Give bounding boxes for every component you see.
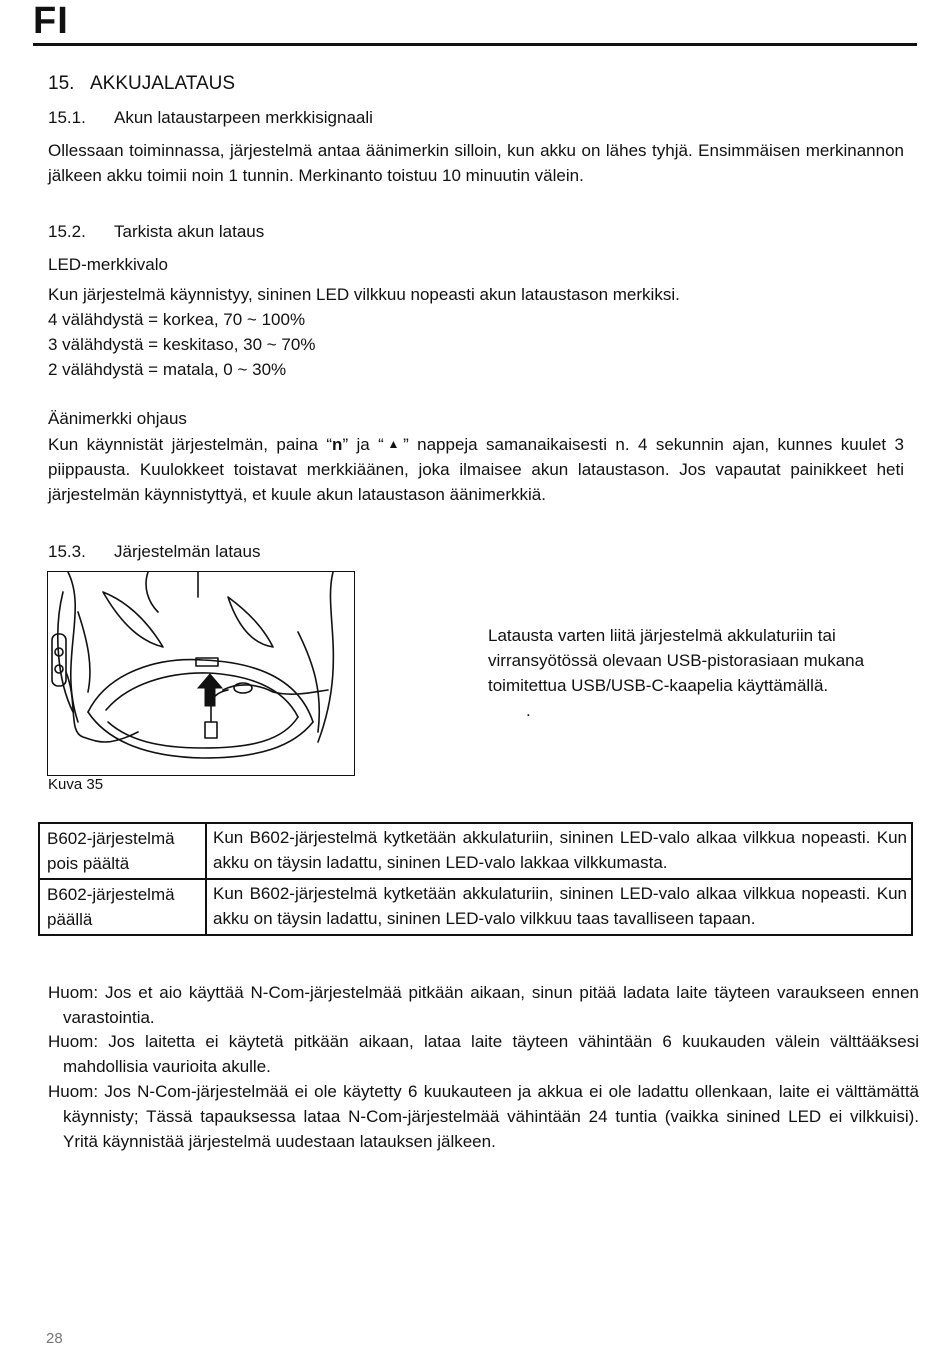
note-text: Jos N-Com-järjestelmää ei ole käytetty 6 kuukauteen ja akkua ei ole ladattu ollenkaan, laite ei välttämättä käynnisty; Tässä tapauksessa lataa N-Com-järjestelmää vähintään 24 tuntia (vaikka sinined LED ei vilkkuisi). Yritä käynnistää järjestelmä uudestaan latauksen jälkeen. bbox=[63, 1082, 919, 1151]
led-heading: LED-merkkivalo bbox=[48, 255, 168, 274]
note-text: Jos et aio käyttää N-Com-järjestelmää pitkään aikaan, sinun pitää ladata laite täyteen varaukseen ennen varastointia. bbox=[63, 983, 919, 1027]
language-code: FI bbox=[33, 0, 69, 42]
level-medium: 3 välähdystä = keskitaso, 30 ~ 70% bbox=[48, 335, 316, 354]
stray-dot: . bbox=[526, 701, 531, 720]
beep-text-c: ” nappeja samanaikaisesti n. 4 sekunnin ajan, kunnes kuulet 3 piippausta. Kuulokkeet toistavat merkkiäänen, joka ilmaisee akun lataustason. Jos vapautat painikkeet heti järjestelmän käynnistyttyä, et kuule akun lataustason äänimerkkiä. bbox=[48, 435, 904, 504]
subsection-heading-15-1 bbox=[48, 108, 373, 128]
helmet-charging-figure bbox=[47, 571, 355, 776]
note-text: Jos laitetta ei käytetä pitkään aikaan, lataa laite täyteen vähintään 6 kuukauden välein välttääksesi mahdollisia vaurioita akulle. bbox=[63, 1032, 919, 1076]
table-row bbox=[39, 823, 912, 879]
note-label: Huom: bbox=[48, 1032, 99, 1051]
charging-text: Latausta varten liitä järjestelmä akkulaturiin tai virransyötössä olevaan USB-pistorasiaan mukana toimitettua USB/USB-C-kaapelia käyttämällä. bbox=[488, 626, 865, 695]
charging-instructions bbox=[488, 623, 918, 723]
beep-paragraph bbox=[48, 432, 904, 507]
note-3 bbox=[48, 1079, 919, 1154]
note-label: Huom: bbox=[48, 983, 99, 1002]
note-1 bbox=[48, 980, 919, 1030]
subsection-number: 15.3. bbox=[48, 542, 86, 561]
subsection-title: Järjestelmän lataus bbox=[114, 542, 261, 561]
led-intro: Kun järjestelmä käynnistyy, sininen LED vilkkuu nopeasti akun lataustason merkiksi. bbox=[48, 285, 680, 304]
table-row-text: Kun B602-järjestelmä kytketään akkulaturiin, sininen LED-valo alkaa vilkkua nopeasti. Kun akku on täysin ladattu, sininen LED-valo lakkaa vilkkumasta. bbox=[206, 823, 912, 879]
battery-signal-paragraph: Ollessaan toiminnassa, järjestelmä antaa äänimerkin silloin, kun akku on lähes tyhjä. Ensimmäisen merkinannon jälkeen akku toimii noin 1 tunnin. Merkinanto toistuu 10 minuutin välein. bbox=[48, 141, 904, 185]
table-row bbox=[39, 879, 912, 935]
table-row-text: Kun B602-järjestelmä kytketään akkulaturiin, sininen LED-valo alkaa vilkkua nopeasti. Kun akku on täysin ladattu, sininen LED-valo vilkkuu taas tavalliseen tapaan. bbox=[206, 879, 912, 935]
up-triangle-icon: ▲ bbox=[383, 437, 404, 451]
subsection-heading-15-2 bbox=[48, 222, 264, 242]
beep-heading: Äänimerkki ohjaus bbox=[48, 409, 187, 428]
subsection-title: Akun lataustarpeen merkkisignaali bbox=[114, 108, 373, 127]
subsection-number: 15.2. bbox=[48, 222, 86, 241]
helmet-illustration bbox=[48, 572, 354, 775]
key-n-label: n bbox=[332, 435, 343, 454]
charging-status-table bbox=[38, 822, 913, 936]
section-number: 15. bbox=[48, 73, 75, 94]
subsection-number: 15.1. bbox=[48, 108, 86, 127]
section-title: AKKUJALATAUS bbox=[90, 73, 236, 94]
header-rule bbox=[33, 43, 917, 46]
subsection-heading-15-3 bbox=[48, 542, 260, 562]
level-low: 2 välähdystä = matala, 0 ~ 30% bbox=[48, 360, 287, 379]
figure-caption: Kuva 35 bbox=[48, 776, 104, 793]
beep-text-a: Kun käynnistät järjestelmän, paina “ bbox=[48, 435, 333, 454]
note-2 bbox=[48, 1029, 919, 1079]
subsection-title: Tarkista akun lataus bbox=[114, 222, 265, 241]
level-high: 4 välähdystä = korkea, 70 ~ 100% bbox=[48, 310, 306, 329]
table-row-label: B602-järjestelmä pois päältä bbox=[39, 823, 206, 879]
section-heading bbox=[48, 73, 235, 95]
table-row-label: B602-järjestelmä päällä bbox=[39, 879, 206, 935]
page-number: 28 bbox=[46, 1330, 63, 1347]
beep-text-b: ” ja “ bbox=[342, 435, 384, 454]
note-label: Huom: bbox=[48, 1082, 99, 1101]
